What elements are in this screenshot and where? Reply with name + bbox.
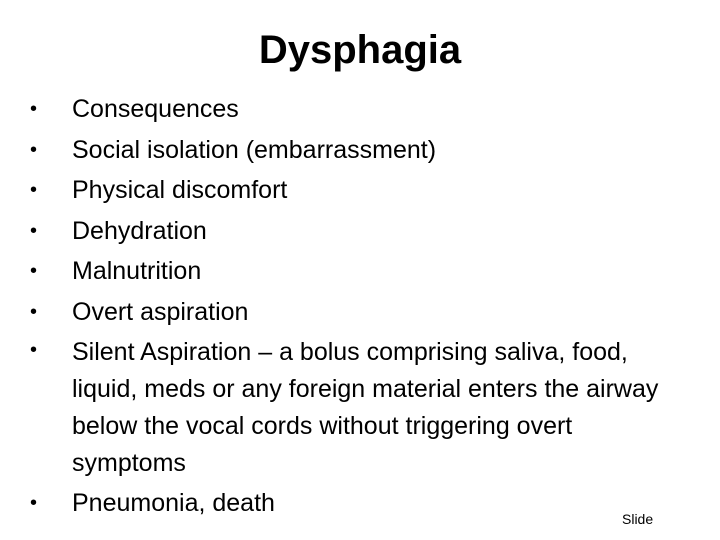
bullet-item — [30, 332, 690, 483]
bullet-item — [30, 211, 690, 252]
bullet-text: Pneumonia, death — [72, 489, 275, 517]
bullet-text: Malnutrition — [72, 257, 202, 285]
bullet-text: Social isolation (embarrassment) — [72, 135, 437, 164]
bullet-text: Physical discomfort — [72, 176, 288, 204]
bullet-item — [30, 170, 690, 211]
bullet-text: Silent Aspiration – a bolus comprising saliva, food, liquid, meds or any foreign material enters the airway below the vocal cords without triggering overt symptoms — [72, 338, 659, 477]
bullet-text: Consequences — [72, 95, 239, 123]
bullet-marker: • — [30, 260, 38, 282]
bullet-marker: • — [30, 492, 38, 514]
bullet-marker: • — [30, 98, 38, 120]
bullet-marker: • — [30, 219, 38, 242]
bullet-item — [30, 483, 690, 524]
bullet-item — [30, 89, 690, 130]
bullet-marker: • — [30, 138, 38, 161]
slide-title: Dysphagia — [258, 28, 462, 72]
bullet-item — [30, 292, 690, 333]
bullet-list — [30, 89, 690, 524]
bullet-item — [30, 251, 690, 292]
bullet-marker: • — [30, 179, 38, 201]
bullet-marker: • — [30, 300, 38, 323]
bullet-text: Dehydration — [72, 216, 207, 245]
bullet-text: Overt aspiration — [72, 297, 249, 326]
bullet-item — [30, 130, 690, 171]
slide-footer-label: Slide — [622, 511, 654, 527]
bullet-marker: • — [30, 339, 38, 361]
